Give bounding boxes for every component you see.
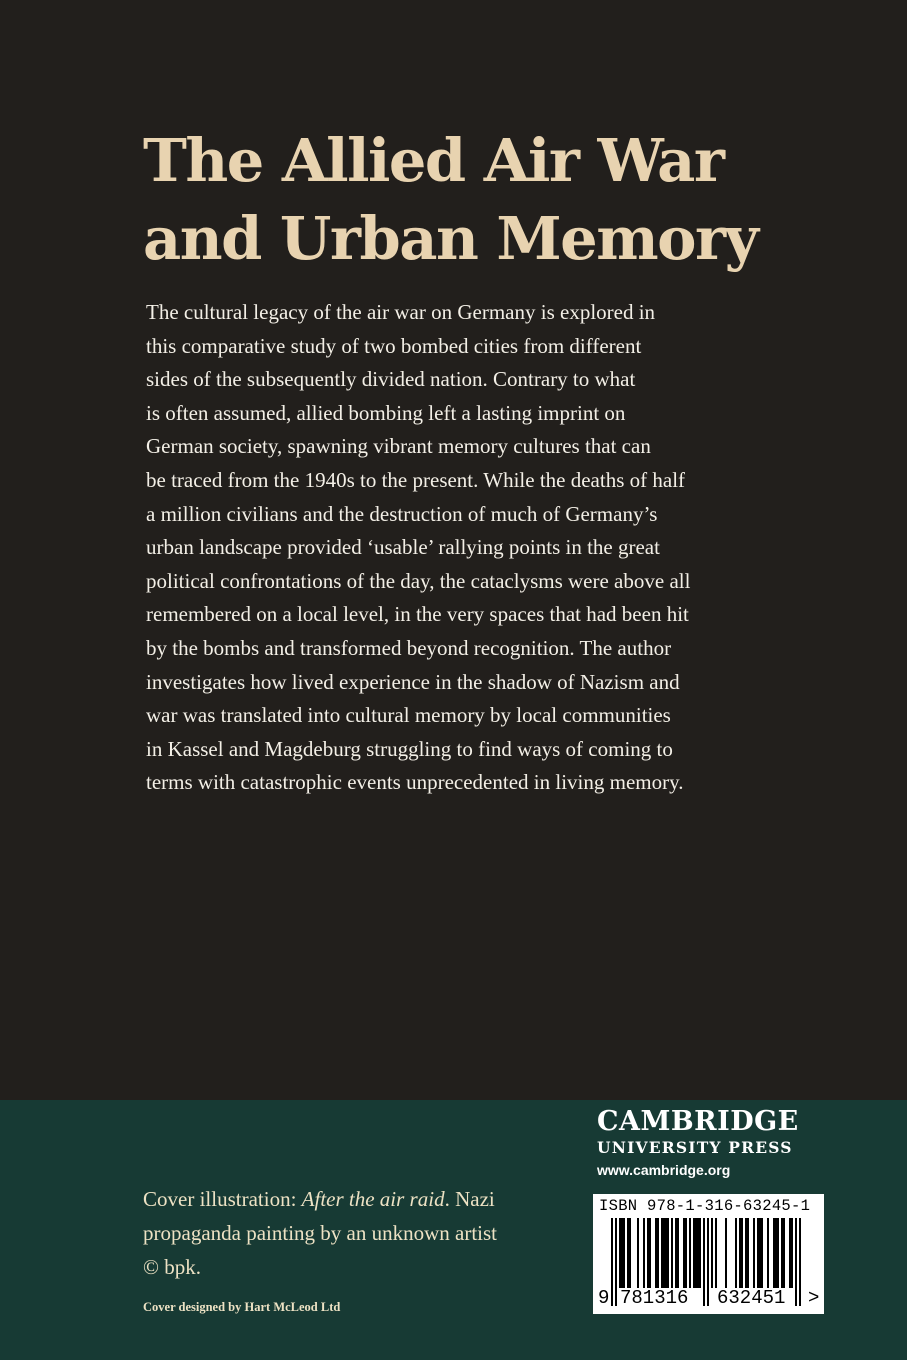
barcode-marker: >: [808, 1287, 820, 1309]
blurb-line: terms with catastrophic events unprecedented in living memory.: [146, 770, 684, 795]
title-line-1: The Allied Air War: [143, 126, 724, 195]
blurb-line: German society, spawning vibrant memory cultures that can: [146, 434, 651, 459]
barcode-bar: [725, 1218, 727, 1288]
blurb-line: be traced from the 1940s to the present. While the deaths of half: [146, 467, 686, 492]
barcode-lead-digit: 9: [598, 1287, 610, 1309]
barcode-bar: [637, 1218, 639, 1288]
barcode-bar: [747, 1218, 749, 1288]
barcode-bar: [693, 1218, 695, 1288]
blurb-line: this comparative study of two bombed cities from different: [146, 333, 642, 358]
barcode-bar: [627, 1218, 629, 1288]
publisher-name: CAMBRIDGE: [597, 1106, 799, 1137]
credit-line-2: propaganda painting by an unknown artist: [143, 1221, 498, 1245]
isbn-barcode: [593, 1194, 824, 1314]
barcode-bar: [773, 1218, 775, 1288]
barcode-bar: [775, 1218, 777, 1288]
barcode-bar: [707, 1218, 709, 1306]
credit-prefix: Cover illustration:: [143, 1187, 302, 1211]
barcode-bar: [789, 1218, 791, 1288]
credit-suffix: . Nazi: [444, 1187, 495, 1211]
barcode-bar: [663, 1218, 665, 1288]
publisher-logo: [597, 1106, 827, 1180]
barcode-bar: [695, 1218, 697, 1288]
barcode-bar: [657, 1218, 659, 1288]
barcode-bar: [697, 1218, 699, 1288]
credit-line-3: © bpk.: [143, 1255, 201, 1279]
blurb-line: by the bombs and transformed beyond recognition. The author: [146, 635, 672, 660]
barcode-bar: [703, 1218, 705, 1306]
cover-illustration-credit: [143, 1182, 583, 1284]
barcode-bar: [745, 1218, 747, 1288]
blurb-line: remembered on a local level, in the very spaces that had been hit: [146, 602, 689, 627]
barcode-bar: [757, 1218, 759, 1288]
barcode-bar: [735, 1218, 737, 1288]
barcode-bar: [683, 1218, 685, 1288]
book-title: [143, 122, 843, 278]
barcode-bar: [689, 1218, 691, 1288]
barcode-bar: [647, 1218, 649, 1288]
barcode-bar: [777, 1218, 779, 1288]
barcode-bar: [655, 1218, 657, 1288]
barcode-bar: [759, 1218, 761, 1288]
barcode-bar: [685, 1218, 687, 1288]
barcode-bar: [715, 1218, 717, 1288]
barcode-bar: [783, 1218, 785, 1288]
publisher-url: www.cambridge.org: [597, 1162, 731, 1178]
barcode-right-digits: 632451: [717, 1287, 786, 1309]
barcode-bar: [667, 1218, 669, 1288]
blurb-line: The cultural legacy of the air war on Germany is explored in: [146, 300, 656, 324]
barcode-bar: [671, 1218, 673, 1288]
credit-line-1: [143, 1182, 583, 1216]
barcode-bar: [623, 1218, 625, 1288]
book-blurb: [146, 296, 826, 800]
barcode-bar: [611, 1218, 613, 1306]
barcode-bar: [619, 1218, 621, 1288]
barcode-bar: [661, 1218, 663, 1288]
publisher-subtitle: UNIVERSITY PRESS: [597, 1138, 793, 1157]
barcode-left-digits: 781316: [620, 1287, 689, 1309]
barcode-bar: [711, 1218, 713, 1288]
barcode-bar: [741, 1218, 743, 1288]
barcode-bar: [739, 1218, 741, 1288]
blurb-line: a million civilians and the destruction of much of Germany’s: [146, 501, 658, 526]
barcode-bar: [665, 1218, 667, 1288]
barcode-bar: [643, 1218, 645, 1288]
blurb-line: in Kassel and Magdeburg struggling to find ways of coming to: [146, 736, 673, 761]
barcode-bar: [675, 1218, 677, 1288]
barcode-bar: [649, 1218, 651, 1288]
blurb-line: is often assumed, allied bombing left a lasting imprint on: [146, 400, 626, 425]
artwork-title: After the air raid: [301, 1187, 445, 1211]
barcode-bar: [767, 1218, 769, 1288]
barcode-bar: [615, 1218, 617, 1306]
blurb-line: war was translated into cultural memory by local communities: [146, 703, 671, 728]
barcode-bar: [761, 1218, 763, 1288]
barcode-bar: [621, 1218, 623, 1288]
isbn-label: ISBN 978-1-316-63245-1: [599, 1197, 811, 1215]
title-line-2: and Urban Memory: [143, 204, 758, 273]
blurb-line: investigates how lived experience in the shadow of Nazism and: [146, 669, 680, 694]
barcode-bar: [791, 1218, 793, 1288]
barcode-bar: [795, 1218, 797, 1306]
blurb-line: urban landscape provided ‘usable’ rallying points in the great: [146, 535, 660, 560]
barcode-bar: [799, 1218, 801, 1306]
barcode-bar: [629, 1218, 631, 1288]
blurb-line: sides of the subsequently divided nation. Contrary to what: [146, 367, 636, 392]
barcode-bar: [781, 1218, 783, 1288]
cover-designer-credit: Cover designed by Hart McLeod Ltd: [143, 1300, 341, 1314]
blurb-line: political confrontations of the day, the cataclysms were above all: [146, 568, 691, 593]
barcode-bar: [677, 1218, 679, 1288]
barcode-bar: [753, 1218, 755, 1288]
barcode-bar: [699, 1218, 701, 1288]
